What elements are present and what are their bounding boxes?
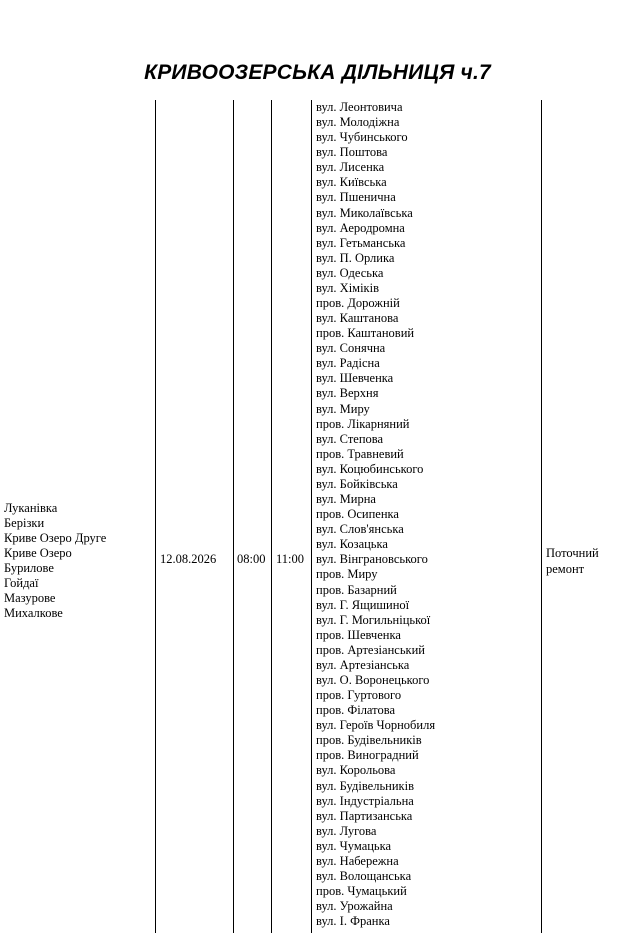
village-item: Мазурове xyxy=(4,591,56,605)
work-type-line: Поточний xyxy=(546,546,599,560)
villages-cell xyxy=(4,501,106,621)
street-item: вул. Лисенка xyxy=(316,160,385,175)
time-end-cell: 11:00 xyxy=(276,552,305,566)
street-item: вул. Шевченка xyxy=(316,371,394,386)
street-item: вул. Будівельників xyxy=(316,778,414,793)
village-item: Луканівка xyxy=(4,501,58,515)
street-item: вул. Лугова xyxy=(316,823,377,838)
street-item: вул. Артезіанська xyxy=(316,657,410,672)
street-item: вул. О. Воронецького xyxy=(316,672,430,687)
village-item: Берізки xyxy=(4,516,45,530)
street-item: вул. Миколаївська xyxy=(316,205,413,220)
street-item: пров. Миру xyxy=(316,567,378,582)
time-start-cell: 08:00 xyxy=(237,552,266,566)
street-item: вул. Набережна xyxy=(316,853,399,868)
street-item: пров. Дорожній xyxy=(316,296,400,311)
street-item: вул. Вінграновського xyxy=(316,552,428,567)
street-item: вул. Поштова xyxy=(316,145,388,160)
street-item: вул. Волощанська xyxy=(316,868,412,883)
street-item: вул. Мирна xyxy=(316,492,376,507)
street-item: вул. Радісна xyxy=(316,356,380,371)
street-item: вул. Героїв Чорнобиля xyxy=(316,718,436,733)
street-item: пров. Травневий xyxy=(316,446,404,461)
street-item: пров. Гуртового xyxy=(316,688,402,703)
village-item: Криве Озеро Друге xyxy=(4,531,107,545)
street-item: вул. Гетьманська xyxy=(316,235,406,250)
street-item: пров. Лікарняний xyxy=(316,416,410,431)
column-divider xyxy=(233,100,234,933)
column-divider xyxy=(155,100,156,933)
street-item: вул. Сонячна xyxy=(316,341,386,356)
village-item: Гойдаї xyxy=(4,576,39,590)
street-item: вул. Київська xyxy=(316,175,387,190)
street-item: пров. Базарний xyxy=(316,582,397,597)
column-divider xyxy=(541,100,542,933)
street-item: вул. Леонтовича xyxy=(316,100,403,114)
street-item: вул. Урожайна xyxy=(316,899,393,914)
street-item: вул. І. Франка xyxy=(316,914,390,929)
street-item: вул. Каштанова xyxy=(316,311,399,326)
work-type-cell xyxy=(546,545,626,577)
street-item: вул. Корольова xyxy=(316,763,396,778)
street-item: вул. Чубинського xyxy=(316,130,408,145)
street-item: вул. Аеродромна xyxy=(316,220,405,235)
street-item: пров. Будівельників xyxy=(316,733,422,748)
street-item: пров. Артезіанський xyxy=(316,642,425,657)
street-item: пров. Каштановий xyxy=(316,326,415,341)
street-item: пров. Філатова xyxy=(316,703,395,718)
work-type-line: ремонт xyxy=(546,562,585,576)
outage-table xyxy=(0,100,635,933)
street-item: вул. Чумацька xyxy=(316,838,392,853)
street-item: пров. Осипенка xyxy=(316,507,399,522)
street-item: пров. Шевченка xyxy=(316,627,401,642)
street-item: вул. Степова xyxy=(316,431,384,446)
column-divider xyxy=(271,100,272,933)
street-item: вул. Пшенична xyxy=(316,190,396,205)
street-item: пров. Виноградний xyxy=(316,748,419,763)
street-item: вул. Одеська xyxy=(316,265,384,280)
street-item: вул. Козацька xyxy=(316,537,388,552)
street-item: вул. Г. Ящишиної xyxy=(316,597,410,612)
street-item: вул. Молодіжна xyxy=(316,115,400,130)
street-item: вул. Партизанська xyxy=(316,808,413,823)
street-item: вул. П. Орлика xyxy=(316,250,395,265)
street-item: вул. Верхня xyxy=(316,386,379,401)
village-item: Михалкове xyxy=(4,606,63,620)
street-item: вул. Хіміків xyxy=(316,280,379,295)
street-item: вул. Коцюбинського xyxy=(316,461,424,476)
village-item: Криве Озеро xyxy=(4,546,72,560)
street-item: вул. Слов'янська xyxy=(316,522,404,537)
street-item: вул. Індустріальна xyxy=(316,793,414,808)
column-divider xyxy=(311,100,312,933)
page-title: КРИВООЗЕРСЬКА ДІЛЬНИЦЯ ч.7 xyxy=(144,61,491,84)
village-item: Бурилове xyxy=(4,561,54,575)
streets-cell xyxy=(316,100,435,929)
street-item: вул. Бойківська xyxy=(316,476,398,491)
street-item: пров. Чумацький xyxy=(316,884,407,899)
date-cell: 12.08.2026 xyxy=(160,552,217,566)
street-item: вул. Г. Могильніцької xyxy=(316,612,431,627)
street-item: вул. Миру xyxy=(316,401,370,416)
